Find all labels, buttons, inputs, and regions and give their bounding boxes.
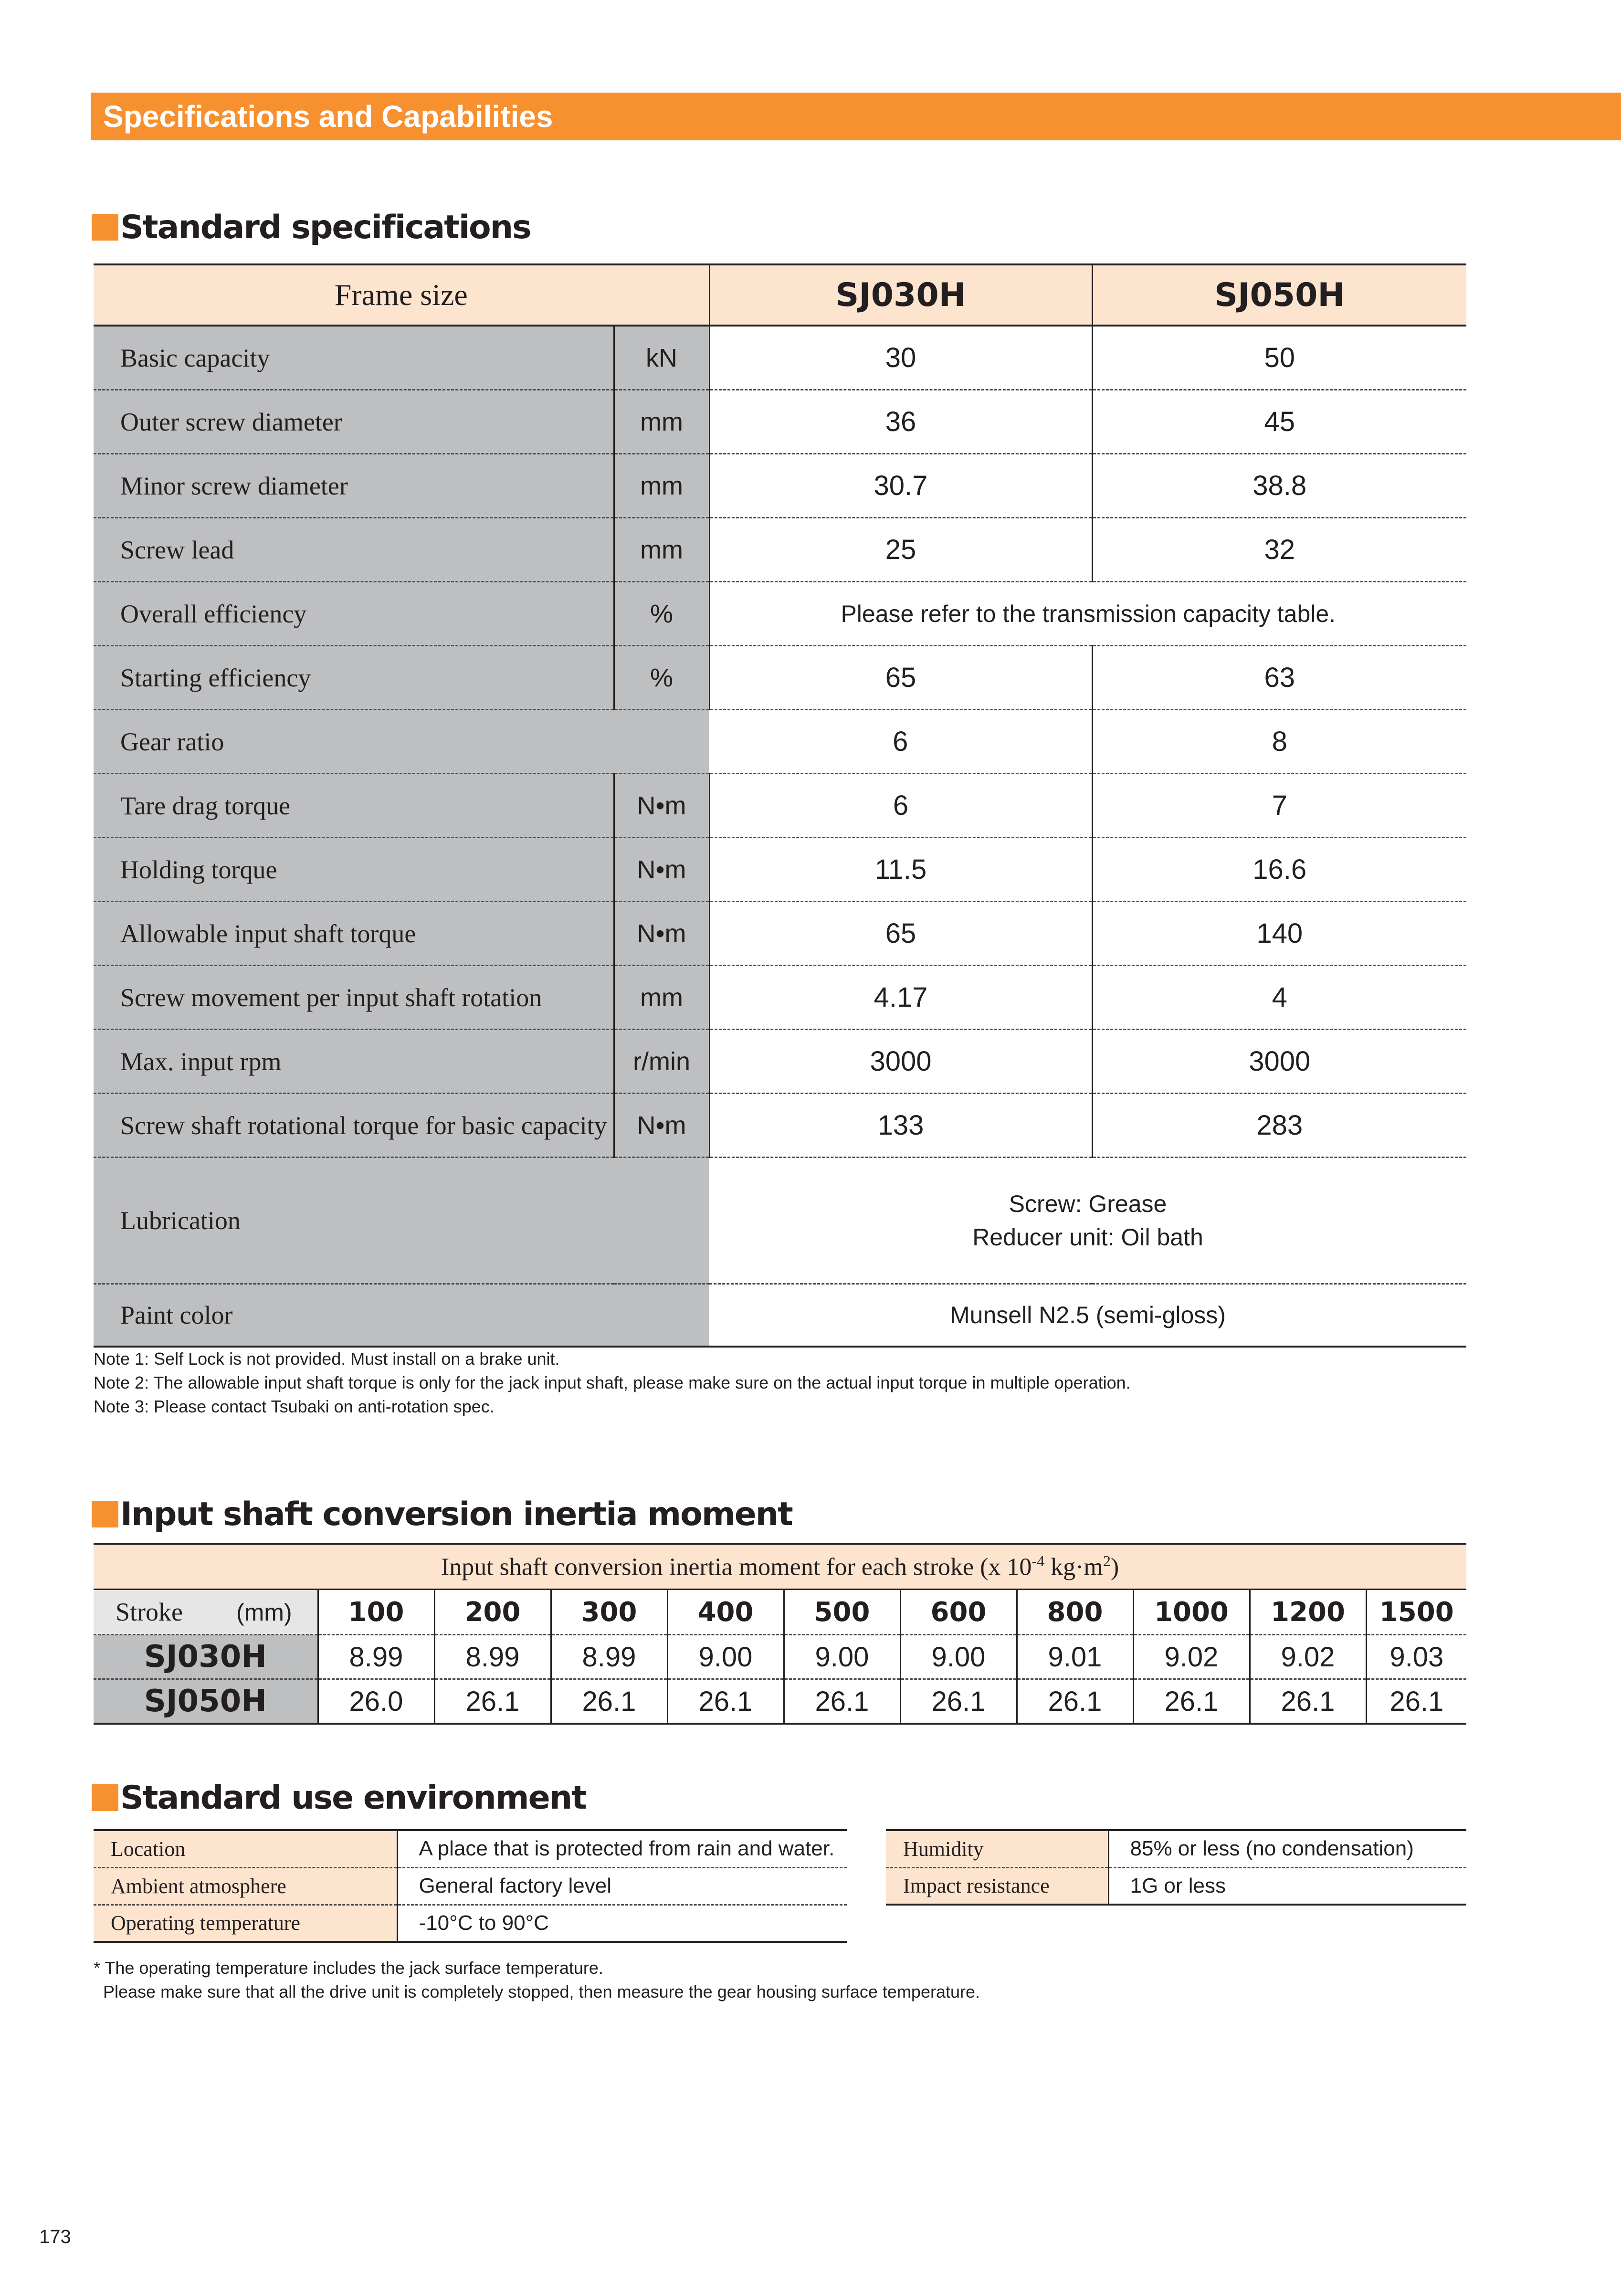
spec-unit: N•m <box>614 838 709 902</box>
spec-value: 30 <box>709 326 1092 390</box>
inertia-row <box>94 1635 1466 1679</box>
stroke-header: 200 <box>434 1590 551 1635</box>
spec-value: 30.7 <box>709 454 1092 518</box>
stroke-header: 1500 <box>1366 1590 1466 1635</box>
lubrication-line: Screw: Grease <box>1009 1190 1167 1217</box>
spec-value: 38.8 <box>1092 454 1466 518</box>
spec-value: 16.6 <box>1092 838 1466 902</box>
spec-value: Please refer to the transmission capacity table. <box>709 582 1466 646</box>
environment-key: Operating temperature <box>94 1905 397 1942</box>
orange-square-marker <box>92 214 118 241</box>
inertia-value: 9.02 <box>1133 1635 1250 1679</box>
inertia-row <box>94 1679 1466 1724</box>
environment-value: -10°C to 90°C <box>397 1905 847 1942</box>
note: Note 1: Self Lock is not provided. Must install on a brake unit. <box>94 1349 560 1369</box>
spec-row <box>94 518 1466 582</box>
inertia-value: 26.1 <box>1133 1679 1250 1724</box>
stroke-header: 400 <box>667 1590 784 1635</box>
spec-value: 140 <box>1092 902 1466 966</box>
spec-row <box>94 1158 1466 1284</box>
spec-value: 65 <box>709 646 1092 710</box>
stroke-header: 1000 <box>1133 1590 1250 1635</box>
stroke-header: 500 <box>784 1590 900 1635</box>
inertia-value: 8.99 <box>318 1635 434 1679</box>
stroke-header: 300 <box>551 1590 667 1635</box>
section-heading-inertia: Input shaft conversion inertia moment <box>92 1495 792 1533</box>
environment-key: Ambient atmosphere <box>94 1867 397 1905</box>
spec-value: 3000 <box>709 1030 1092 1094</box>
spec-row <box>94 390 1466 454</box>
spec-unit: r/min <box>614 1030 709 1094</box>
note: Note 2: The allowable input shaft torque is only for the jack input shaft, please make sure on the actual input torque in multiple operation. <box>94 1373 1131 1392</box>
environment-row <box>94 1830 847 1867</box>
spec-row <box>94 326 1466 390</box>
model-label: SJ050H <box>94 1679 318 1724</box>
inertia-value: 9.00 <box>900 1635 1017 1679</box>
environment-table-left <box>94 1829 847 1943</box>
model-header: SJ030H <box>709 264 1092 326</box>
inertia-value: 9.02 <box>1250 1635 1366 1679</box>
model-label: SJ030H <box>94 1635 318 1679</box>
spec-name: Screw shaft rotational torque for basic capacity <box>94 1094 614 1158</box>
spec-row <box>94 1284 1466 1347</box>
section-heading-environment: Standard use environment <box>92 1779 586 1817</box>
environment-row <box>886 1867 1466 1905</box>
section-heading-standard-specs: Standard specifications <box>92 208 531 246</box>
standard-specifications-table <box>94 263 1466 1348</box>
inertia-value: 9.00 <box>784 1635 900 1679</box>
spec-name: Minor screw diameter <box>94 454 614 518</box>
spec-row <box>94 1094 1466 1158</box>
page-banner: Specifications and Capabilities <box>91 93 1621 140</box>
model-header: SJ050H <box>1092 264 1466 326</box>
spec-row <box>94 710 1466 774</box>
spec-unit: mm <box>614 454 709 518</box>
spec-row <box>94 902 1466 966</box>
inertia-moment-table <box>94 1543 1466 1725</box>
stroke-header: 100 <box>318 1590 434 1635</box>
spec-name: Overall efficiency <box>94 582 614 646</box>
spec-value: 4 <box>1092 966 1466 1030</box>
orange-square-marker <box>92 1784 118 1811</box>
spec-value: 6 <box>709 710 1092 774</box>
spec-name: Screw lead <box>94 518 614 582</box>
spec-row <box>94 582 1466 646</box>
lubrication-line: Reducer unit: Oil bath <box>972 1224 1203 1251</box>
environment-key: Humidity <box>886 1830 1108 1867</box>
stroke-header: 1200 <box>1250 1590 1366 1635</box>
inertia-value: 8.99 <box>434 1635 551 1679</box>
spec-unit: mm <box>614 390 709 454</box>
inertia-value: 9.03 <box>1366 1635 1466 1679</box>
environment-value: A place that is protected from rain and water. <box>397 1830 847 1867</box>
spec-value: 6 <box>709 774 1092 838</box>
spec-name: Gear ratio <box>94 710 709 774</box>
spec-value: 133 <box>709 1094 1092 1158</box>
spec-name: Screw movement per input shaft rotation <box>94 966 614 1030</box>
environment-table-right <box>886 1829 1466 1906</box>
inertia-value: 9.01 <box>1017 1635 1133 1679</box>
inertia-value: 26.1 <box>784 1679 900 1724</box>
spec-value: 11.5 <box>709 838 1092 902</box>
environment-value: General factory level <box>397 1867 847 1905</box>
spec-value: 8 <box>1092 710 1466 774</box>
spec-name: Tare drag torque <box>94 774 614 838</box>
spec-notes <box>94 1347 1131 1419</box>
spec-name: Outer screw diameter <box>94 390 614 454</box>
stroke-header: 600 <box>900 1590 1017 1635</box>
page-number: 173 <box>39 2226 71 2247</box>
spec-value: 283 <box>1092 1094 1466 1158</box>
note: Note 3: Please contact Tsubaki on anti-rotation spec. <box>94 1397 495 1416</box>
spec-name: Paint color <box>94 1284 709 1347</box>
environment-value: 1G or less <box>1108 1867 1466 1905</box>
spec-unit: N•m <box>614 1094 709 1158</box>
spec-value: 4.17 <box>709 966 1092 1030</box>
inertia-value: 26.1 <box>1366 1679 1466 1724</box>
spec-name: Lubrication <box>94 1158 709 1284</box>
inertia-value: 8.99 <box>551 1635 667 1679</box>
spec-unit: mm <box>614 966 709 1030</box>
footnote-line: * The operating temperature includes the jack surface temperature. <box>94 1958 603 1978</box>
spec-row <box>94 646 1466 710</box>
spec-name: Starting efficiency <box>94 646 614 710</box>
environment-row <box>886 1830 1466 1867</box>
spec-name: Max. input rpm <box>94 1030 614 1094</box>
spec-value: 3000 <box>1092 1030 1466 1094</box>
spec-name: Holding torque <box>94 838 614 902</box>
inertia-value: 26.1 <box>1250 1679 1366 1724</box>
spec-unit: N•m <box>614 902 709 966</box>
orange-square-marker <box>92 1501 118 1527</box>
spec-row <box>94 1030 1466 1094</box>
inertia-value: 26.1 <box>434 1679 551 1724</box>
spec-unit: % <box>614 646 709 710</box>
spec-name: Allowable input shaft torque <box>94 902 614 966</box>
inertia-value: 26.1 <box>1017 1679 1133 1724</box>
spec-value: 36 <box>709 390 1092 454</box>
spec-unit: % <box>614 582 709 646</box>
footnote-line: Please make sure that all the drive unit is completely stopped, then measure the gear housing surface temperature. <box>94 1982 980 2001</box>
spec-name: Basic capacity <box>94 326 614 390</box>
environment-value: 85% or less (no condensation) <box>1108 1830 1466 1867</box>
inertia-value: 9.00 <box>667 1635 784 1679</box>
inertia-value: 26.1 <box>900 1679 1017 1724</box>
spec-value: 45 <box>1092 390 1466 454</box>
inertia-value: 26.1 <box>551 1679 667 1724</box>
spec-value: 50 <box>1092 326 1466 390</box>
environment-key: Impact resistance <box>886 1867 1108 1905</box>
spec-value <box>709 1158 1466 1284</box>
inertia-value: 26.1 <box>667 1679 784 1724</box>
inertia-value: 26.0 <box>318 1679 434 1724</box>
spec-row <box>94 454 1466 518</box>
spec-value: 7 <box>1092 774 1466 838</box>
stroke-label: Stroke (mm) <box>94 1590 318 1635</box>
spec-row <box>94 774 1466 838</box>
frame-size-header: Frame size <box>94 264 709 326</box>
spec-value: 25 <box>709 518 1092 582</box>
spec-unit: mm <box>614 518 709 582</box>
stroke-header: 800 <box>1017 1590 1133 1635</box>
inertia-caption: Input shaft conversion inertia moment for each stroke (x $10^{-4}$ $kg\cdot m^2$) <box>94 1544 1466 1590</box>
spec-row <box>94 838 1466 902</box>
environment-footnote <box>94 1956 980 2004</box>
spec-unit: kN <box>614 326 709 390</box>
environment-key: Location <box>94 1830 397 1867</box>
spec-row <box>94 966 1466 1030</box>
spec-value: 32 <box>1092 518 1466 582</box>
environment-row <box>94 1867 847 1905</box>
spec-unit: N•m <box>614 774 709 838</box>
spec-value: Munsell N2.5 (semi-gloss) <box>709 1284 1466 1347</box>
spec-value: 65 <box>709 902 1092 966</box>
spec-value: 63 <box>1092 646 1466 710</box>
environment-row <box>94 1905 847 1942</box>
